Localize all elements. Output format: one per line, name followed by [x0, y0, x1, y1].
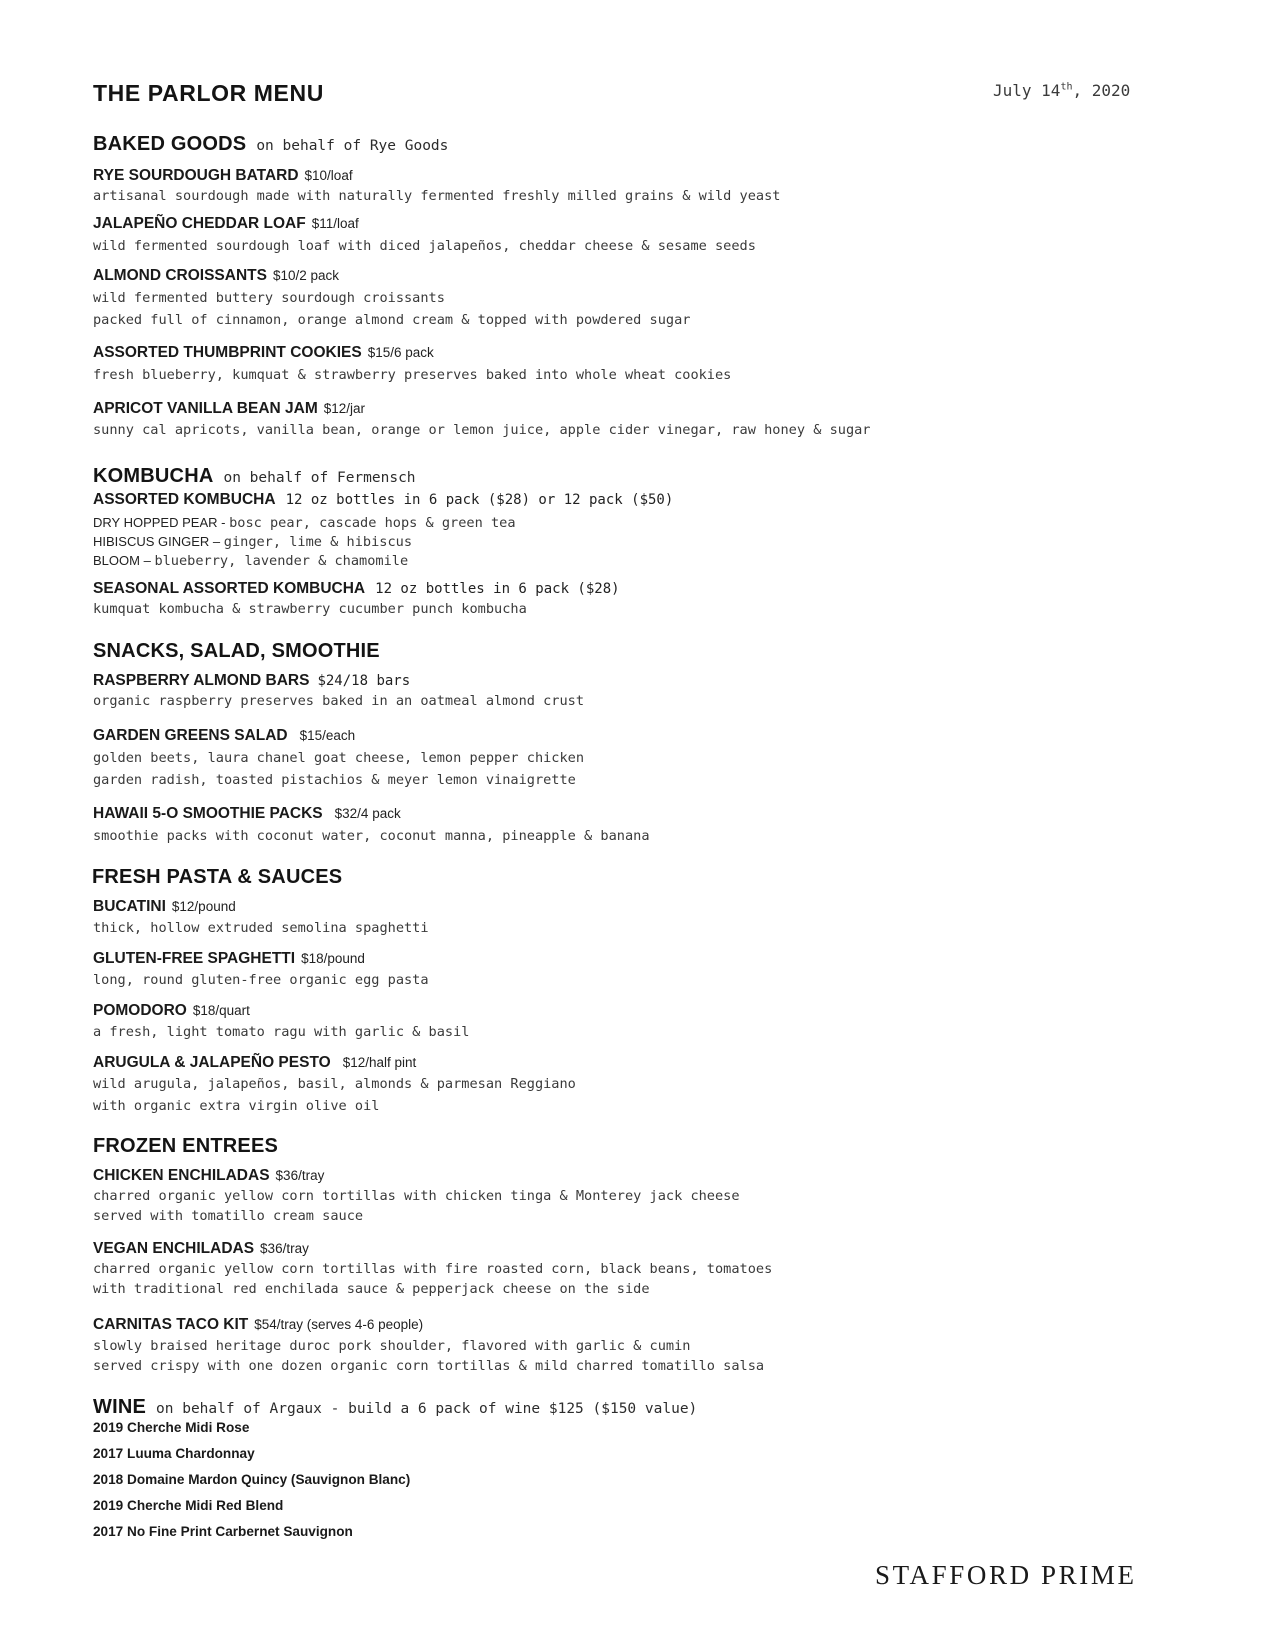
flavor-description: blueberry, lavender & chamomile: [154, 553, 409, 569]
flavor-separator: -: [217, 515, 230, 530]
item-price: $18/quart: [192, 1003, 250, 1018]
item-description: slowly braised heritage duroc pork shoulder, flavored with garlic & cumin: [93, 1338, 691, 1354]
section-title: SNACKS, SALAD, SMOOTHIE: [93, 640, 380, 662]
section-behalf: on behalf of Fermensch: [223, 470, 416, 486]
item-price: $12/half pint: [342, 1055, 417, 1070]
item-description: wild arugula, jalapeños, basil, almonds & parmesan Reggiano: [93, 1076, 576, 1092]
flavor-name: HIBISCUS GINGER: [93, 534, 210, 549]
menu-item-title: [93, 491, 673, 509]
flavor-line: [93, 552, 408, 570]
menu-item-title: [93, 805, 401, 823]
stafford-prime-logo: STAFFORD PRIME: [875, 1560, 1137, 1590]
item-name: RASPBERRY ALMOND BARS: [93, 672, 310, 689]
item-description: organic raspberry preserves baked in an oatmeal almond crust: [93, 693, 585, 709]
item-price: $36/tray: [260, 1241, 309, 1256]
item-name: VEGAN ENCHILADAS: [93, 1240, 255, 1257]
item-description: golden beets, laura chanel goat cheese, lemon pepper chicken: [93, 750, 585, 766]
item-name: BUCATINI: [93, 898, 166, 915]
item-name: RYE SOURDOUGH BATARD: [93, 167, 299, 184]
item-name: ASSORTED THUMBPRINT COOKIES: [93, 344, 362, 361]
section-behalf: on behalf of Argaux - build a 6 pack of wine $125 ($150 value): [156, 1401, 698, 1417]
flavor-description: bosc pear, cascade hops & green tea: [229, 515, 516, 531]
item-name: GLUTEN-FREE SPAGHETTI: [93, 950, 296, 967]
item-price: $24/18 bars: [317, 673, 411, 689]
item-description: kumquat kombucha & strawberry cucumber punch kombucha: [93, 601, 527, 617]
item-price: $32/4 pack: [334, 806, 401, 821]
item-price: $12/jar: [323, 401, 366, 416]
item-name: ALMOND CROISSANTS: [93, 267, 267, 284]
flavor-name: BLOOM: [93, 553, 140, 568]
wine-item: 2019 Cherche Midi Red Blend: [93, 1498, 284, 1513]
menu-item-title: [93, 344, 434, 362]
date-suffix: th: [1060, 81, 1073, 93]
item-name: HAWAII 5-O SMOOTHIE PACKS: [93, 805, 323, 822]
item-description: served with tomatillo cream sauce: [93, 1208, 364, 1224]
item-price: $12/pound: [171, 899, 236, 914]
item-price: $54/tray (serves 4-6 people): [254, 1317, 424, 1332]
menu-item-title: [93, 1054, 416, 1072]
section-heading-pasta: [92, 866, 342, 889]
menu-item-title: [93, 727, 355, 745]
item-name: CHICKEN ENCHILADAS: [93, 1167, 270, 1184]
item-name: JALAPEÑO CHEDDAR LOAF: [93, 215, 306, 232]
item-description: charred organic yellow corn tortillas with fire roasted corn, black beans, tomatoes: [93, 1261, 773, 1277]
item-description: packed full of cinnamon, orange almond cream & topped with powdered sugar: [93, 312, 691, 328]
menu-item-title: [93, 215, 359, 233]
section-title: BAKED GOODS: [93, 133, 247, 155]
flavor-line: [93, 514, 516, 532]
menu-item-title: [93, 580, 620, 598]
flavor-name: DRY HOPPED PEAR: [93, 515, 218, 530]
item-name: GARDEN GREENS SALAD: [93, 727, 288, 744]
item-price: $36/tray: [275, 1168, 325, 1183]
item-name: POMODORO: [93, 1002, 187, 1019]
section-title: WINE: [93, 1396, 147, 1418]
item-description: with traditional red enchilada sauce & pepperjack cheese on the side: [93, 1281, 650, 1297]
date-year: , 2020: [1072, 81, 1131, 100]
menu-item-title: [93, 950, 365, 968]
section-heading-frozen: [93, 1135, 278, 1158]
menu-item-title: [93, 400, 365, 418]
item-description: smoothie packs with coconut water, coconut manna, pineapple & banana: [93, 828, 650, 844]
menu-item-title: [93, 167, 353, 185]
item-name: APRICOT VANILLA BEAN JAM: [93, 400, 318, 417]
section-heading-snacks: [93, 640, 380, 663]
wine-item: 2019 Cherche Midi Rose: [93, 1420, 250, 1435]
section-title: KOMBUCHA: [93, 465, 214, 487]
wine-item: 2017 Luuma Chardonnay: [93, 1446, 255, 1461]
menu-item-title: [93, 267, 339, 285]
item-description: a fresh, light tomato ragu with garlic & basil: [93, 1024, 470, 1040]
item-name: CARNITAS TACO KIT: [93, 1316, 249, 1333]
item-price: $15/each: [299, 728, 356, 743]
item-description: thick, hollow extruded semolina spaghetti: [93, 920, 429, 936]
item-name: ASSORTED KOMBUCHA: [93, 491, 276, 508]
section-title: FRESH PASTA & SAUCES: [92, 866, 343, 888]
menu-item-title: [93, 1167, 324, 1185]
menu-item-title: [93, 672, 410, 690]
wine-item: 2017 No Fine Print Carbernet Sauvignon: [93, 1524, 353, 1539]
item-description: artisanal sourdough made with naturally fermented freshly milled grains & wild yeast: [93, 188, 781, 204]
menu-item-title: [93, 1240, 309, 1258]
menu-item-title: [93, 1002, 250, 1020]
flavor-separator: –: [139, 553, 155, 568]
section-heading-baked-goods: [93, 133, 448, 156]
section-heading-kombucha: [93, 465, 416, 488]
item-price: $11/loaf: [311, 216, 359, 231]
page-title: THE PARLOR MENU: [93, 80, 324, 106]
item-price: 12 oz bottles in 6 pack ($28): [375, 581, 620, 597]
wine-item: 2018 Domaine Mardon Quincy (Sauvignon Blanc): [93, 1472, 411, 1487]
item-price: $10/loaf: [304, 168, 353, 183]
item-description: garden radish, toasted pistachios & meyer lemon vinaigrette: [93, 772, 576, 788]
flavor-line: [93, 533, 412, 551]
item-price: $10/2 pack: [272, 268, 340, 283]
item-name: ARUGULA & JALAPEÑO PESTO: [93, 1054, 331, 1071]
date-main: July 14: [993, 81, 1061, 100]
flavor-separator: –: [209, 534, 224, 549]
item-name: SEASONAL ASSORTED KOMBUCHA: [93, 580, 366, 597]
item-description: fresh blueberry, kumquat & strawberry preserves baked into whole wheat cookies: [93, 367, 732, 383]
item-description: wild fermented buttery sourdough croissants: [93, 290, 445, 306]
item-description: wild fermented sourdough loaf with diced jalapeños, cheddar cheese & sesame seeds: [93, 238, 756, 254]
section-heading-wine: [93, 1396, 697, 1419]
item-description: sunny cal apricots, vanilla bean, orange or lemon juice, apple cider vinegar, raw honey & sugar: [93, 422, 871, 438]
item-description: with organic extra virgin olive oil: [93, 1098, 380, 1114]
item-price: $15/6 pack: [367, 345, 434, 360]
item-description: long, round gluten-free organic egg pasta: [93, 972, 429, 988]
item-price: $18/pound: [301, 951, 365, 966]
item-description: charred organic yellow corn tortillas with chicken tinga & Monterey jack cheese: [93, 1188, 740, 1204]
menu-item-title: [93, 898, 236, 916]
item-price: 12 oz bottles in 6 pack ($28) or 12 pack ($50): [285, 492, 674, 508]
menu-date: [993, 81, 1130, 100]
section-title: FROZEN ENTREES: [93, 1135, 279, 1157]
menu-item-title: [93, 1316, 423, 1334]
item-description: served crispy with one dozen organic corn tortillas & mild charred tomatillo salsa: [93, 1358, 765, 1374]
flavor-description: ginger, lime & hibiscus: [223, 534, 413, 550]
section-behalf: on behalf of Rye Goods: [256, 138, 449, 154]
